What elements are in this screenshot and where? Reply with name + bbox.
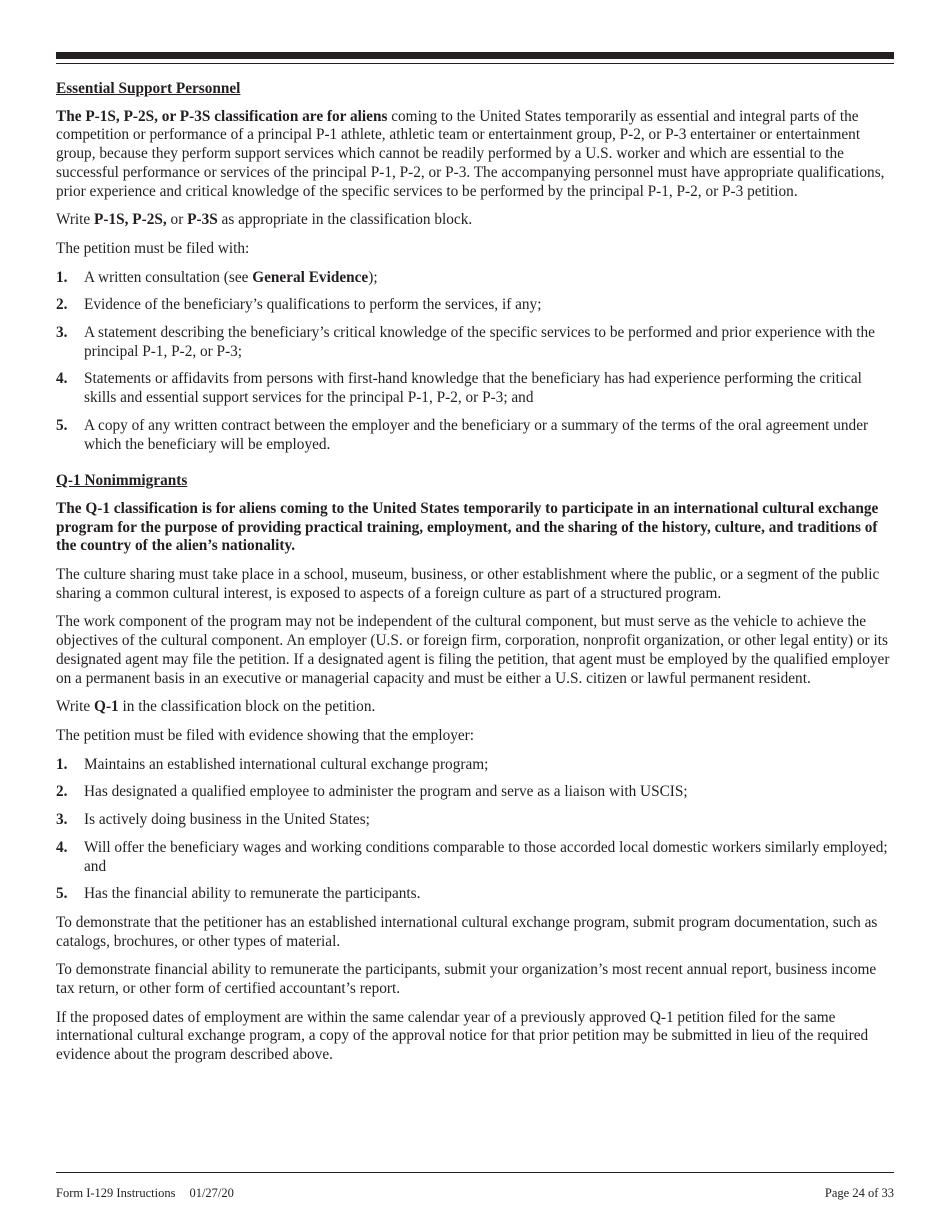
section1-write-instruction xyxy=(56,211,894,230)
list-item-text: Has the financial ability to remunerate the participants. xyxy=(84,885,421,903)
footer-form-name: Form I-129 Instructions xyxy=(56,1186,176,1200)
list-number: 3. xyxy=(56,324,68,342)
list-item xyxy=(56,885,894,904)
footer-page-number: Page 24 of 33 xyxy=(824,1186,894,1200)
text-fragment: ); xyxy=(368,268,378,286)
list-item-text: A statement describing the beneficiary’s critical knowledge of the specific services to be performed and prior experience with the principal P-1, P-2, or P-3; xyxy=(84,324,875,360)
text-fragment: in the classification block on the petition. xyxy=(118,698,376,716)
section1-filed-with: The petition must be filed with: xyxy=(56,239,250,257)
list-number: 2. xyxy=(56,783,68,801)
list-item-text: Statements or affidavits from persons with first-hand knowledge that the beneficiary has had experience performing the critical skills and essential support services for the principal P-1, P-2, or P-3; and xyxy=(84,370,862,407)
list-number: 3. xyxy=(56,811,68,829)
section2-write-instruction xyxy=(56,698,894,717)
section-heading-q1-nonimmigrants: Q-1 Nonimmigrants xyxy=(56,472,188,490)
section1-intro xyxy=(56,108,894,202)
list-item xyxy=(56,269,894,288)
list-number: 1. xyxy=(56,268,68,286)
section2-para2: The work component of the program may not be independent of the cultural component, but must serve as the vehicle to achieve the objectives of the cultural component. An employer (U.S. or foreign firm, corporation, nonprofit organization, or other legal entity) or its designated agent may file the petition. If a designated agent is filing the petition, that agent must be employed by the qualified employer on a permanent basis in an executive or managerial capacity and must be either a U.S. citizen or lawful permanent resident. xyxy=(56,613,890,687)
list-item xyxy=(56,811,894,830)
text-fragment: as appropriate in the classification block. xyxy=(217,211,473,229)
list-item xyxy=(56,839,894,876)
section2-para5: If the proposed dates of employment are within the same calendar year of a previously approved Q-1 petition filed for the same international cultural exchange program, a copy of the approval notice for that prior petition may be submitted in lieu of the required evidence about the program described above. xyxy=(56,1008,869,1064)
footer-form-info xyxy=(56,1186,234,1201)
list-item xyxy=(56,756,894,775)
list-item xyxy=(56,324,894,361)
list-item-text: Evidence of the beneficiary’s qualifications to perform the services, if any; xyxy=(84,296,542,314)
section2-intro xyxy=(56,500,894,556)
section2-filed-with: The petition must be filed with evidence showing that the employer: xyxy=(56,726,475,744)
header-rule-thick xyxy=(56,52,894,59)
text-fragment: Write xyxy=(56,698,95,716)
list-number: 4. xyxy=(56,370,68,388)
header-rule-thin xyxy=(56,63,894,64)
section2-para3: To demonstrate that the petitioner has an established international cultural exchange program, submit program documentation, such as catalogs, brochures, or other types of material. xyxy=(56,913,878,950)
classification-code: Q-1 xyxy=(94,698,119,716)
section-heading-essential-support: Essential Support Personnel xyxy=(56,80,241,97)
list-item xyxy=(56,783,894,802)
list-item-text: Maintains an established international cultural exchange program; xyxy=(84,755,489,773)
list-number: 5. xyxy=(56,416,68,434)
list-item-text: Has designated a qualified employee to administer the program and serve as a liaison with USCIS; xyxy=(84,783,688,801)
section1-intro-bold: The P-1S, P-2S, or P-3S classification are for aliens xyxy=(56,107,388,125)
section2-requirements-list xyxy=(56,756,894,904)
list-item xyxy=(56,296,894,315)
list-number: 1. xyxy=(56,755,68,773)
list-number: 2. xyxy=(56,296,68,314)
list-item xyxy=(56,417,894,454)
classification-code: P-3S xyxy=(187,211,218,229)
list-item xyxy=(56,370,894,407)
section1-requirements-list xyxy=(56,269,894,455)
text-fragment: or xyxy=(166,211,188,229)
section2-para1: The culture sharing must take place in a school, museum, business, or other establishment where the public, or a segment of the public sharing a common cultural interest, is exposed to aspects of a foreign culture as part of a structured program. xyxy=(56,566,880,602)
section2-intro-bold: The Q-1 classification is for aliens coming to the United States temporarily to participate in an international cultural exchange program for the purpose of providing practical training, employment, and the sharing of the history, culture, and traditions of the country of the alien’s nationality. xyxy=(56,499,879,555)
list-number: 4. xyxy=(56,838,68,856)
footer-form-date: 01/27/20 xyxy=(189,1186,234,1200)
section2-para4: To demonstrate financial ability to remunerate the participants, submit your organization’s most recent annual report, business income tax return, or other form of certified accountant’s report. xyxy=(56,961,877,998)
list-item-text: Is actively doing business in the United States; xyxy=(84,811,370,829)
general-evidence-ref: General Evidence xyxy=(252,268,369,286)
classification-codes: P-1S, P-2S, xyxy=(94,211,167,229)
text-fragment: Write xyxy=(56,211,95,229)
text-fragment: A written consultation (see xyxy=(84,268,253,286)
list-item-text: Will offer the beneficiary wages and working conditions comparable to those accorded local domestic workers similarly employed; and xyxy=(84,838,888,875)
section1-intro-rest: coming to the United States temporarily as essential and integral parts of the competition or performance of a principal P-1 athlete, athletic team or entertainment group, P-2, or P-3 entertainer or entertainment group, because they perform support services which cannot be readily performed by a U.S. worker and which are essential to the successful performance or services of the principal P-1, P-2, or P-3. The accompanying personnel must have appropriate qualifications, prior experience and critical knowledge of the specific services to be performed by the principal P-1, P-2, or P-3 petition. xyxy=(56,107,885,200)
page-content xyxy=(56,80,894,1075)
list-item-text: A copy of any written contract between the employer and the beneficiary or a summary of the terms of the oral agreement under which the beneficiary will be employed. xyxy=(84,416,869,453)
list-number: 5. xyxy=(56,885,68,903)
footer-rule xyxy=(56,1172,894,1173)
